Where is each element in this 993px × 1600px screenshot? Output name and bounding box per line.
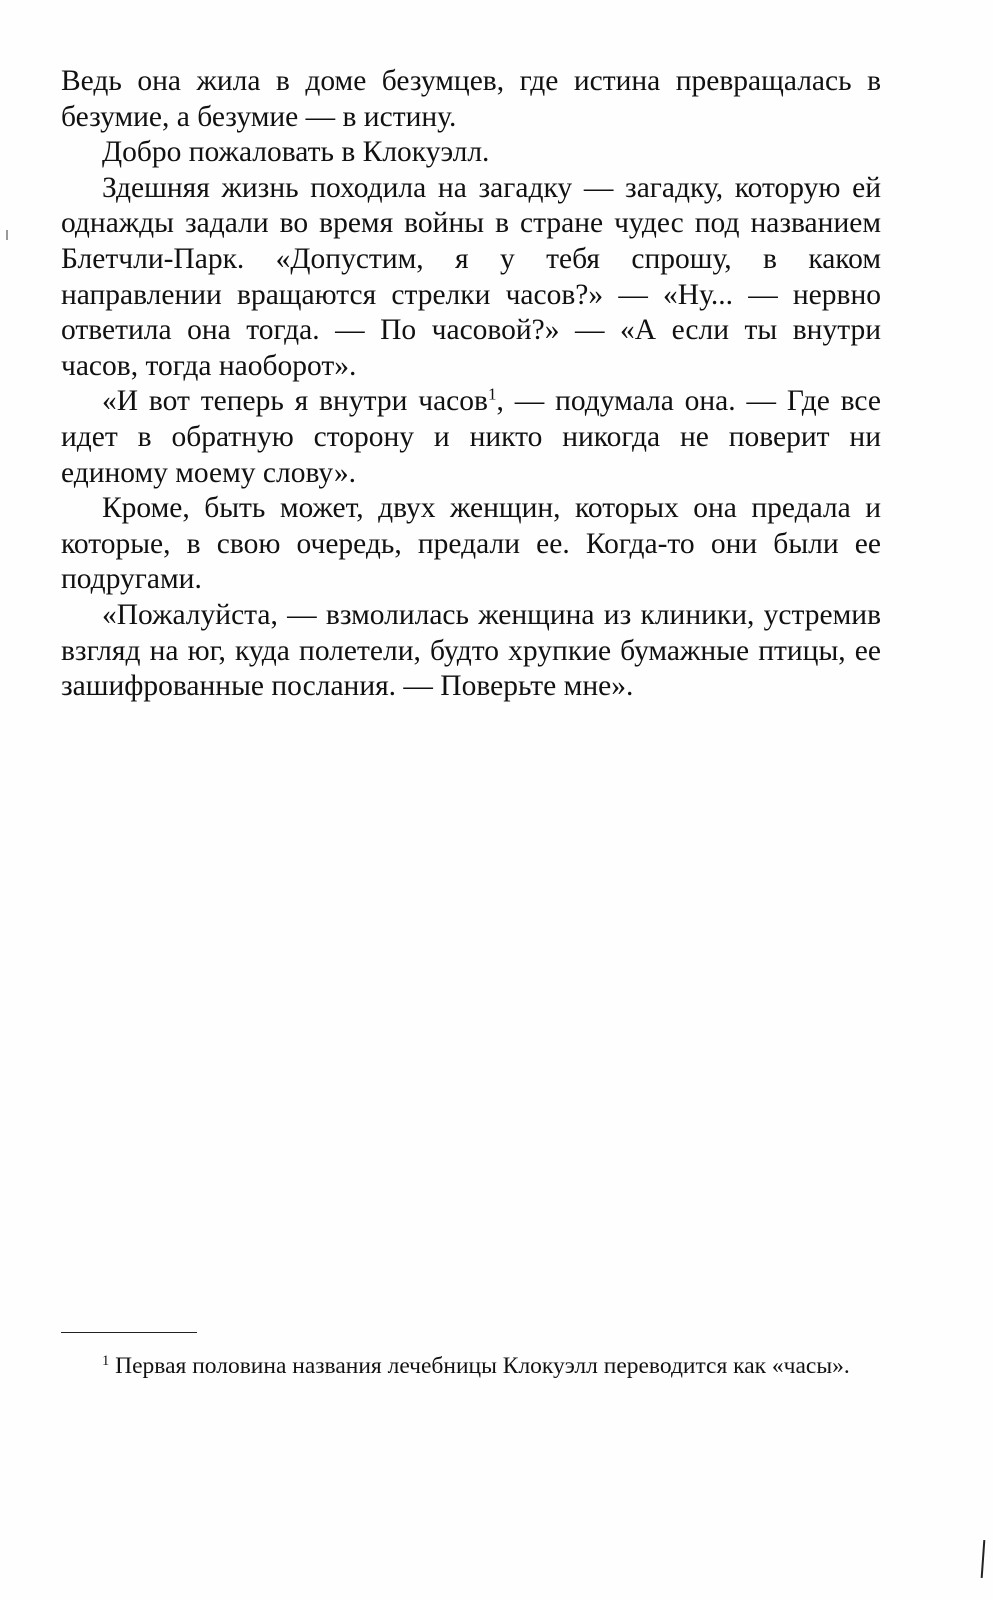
footnote-reference[interactable]: 1 xyxy=(487,384,497,404)
scan-artifact xyxy=(6,230,8,240)
paragraph-4-before: «И вот теперь я внутри часов xyxy=(102,385,488,418)
paragraph-6: «Пожалуйста, — взмолилась женщина из клиники, устремив взгляд на юг, куда полетели, будто хрупкие бумажные птицы, ее зашифрованные послания. — Поверьте мне». xyxy=(61,598,881,703)
paragraph-1: Ведь она жила в доме безумцев, где истина превращалась в безумие, а безумие — в истину. xyxy=(61,65,881,133)
main-text xyxy=(61,64,881,705)
footnote-text xyxy=(61,1350,881,1382)
paragraph-5: Кроме, быть может, двух женщин, которых она предала и которые, в свою очередь, предали ее. Когда-то они были ее подругами. xyxy=(61,492,881,596)
scan-edge-mark xyxy=(981,1540,986,1578)
paragraph-2: Добро пожаловать в Клокуэлл. xyxy=(102,136,490,169)
paragraph-3: Здешняя жизнь походила на загадку — загадку, которую ей однажды задали во время войны в стране чудес под названием Блетчли-Парк. «Допустим, я у тебя спрошу, в каком направлении вращаются стрелки часов?» — «Ну... — нервно ответила она тогда. — По часовой?» — «А если ты внутри часов, тогда наоборот». xyxy=(61,171,881,382)
paragraph-4-after: , — подумала она. — Где все идет в обратную сторону и никто никогда не поверит ни единому моему слову». xyxy=(61,385,881,489)
paragraph-4 xyxy=(61,384,881,491)
footnote-number: 1 xyxy=(102,1353,110,1369)
footnote-body: Первая половина названия лечебницы Клокуэлл переводится как «часы». xyxy=(109,1353,850,1379)
footnote xyxy=(61,1350,881,1382)
footnote-divider xyxy=(61,1332,197,1333)
